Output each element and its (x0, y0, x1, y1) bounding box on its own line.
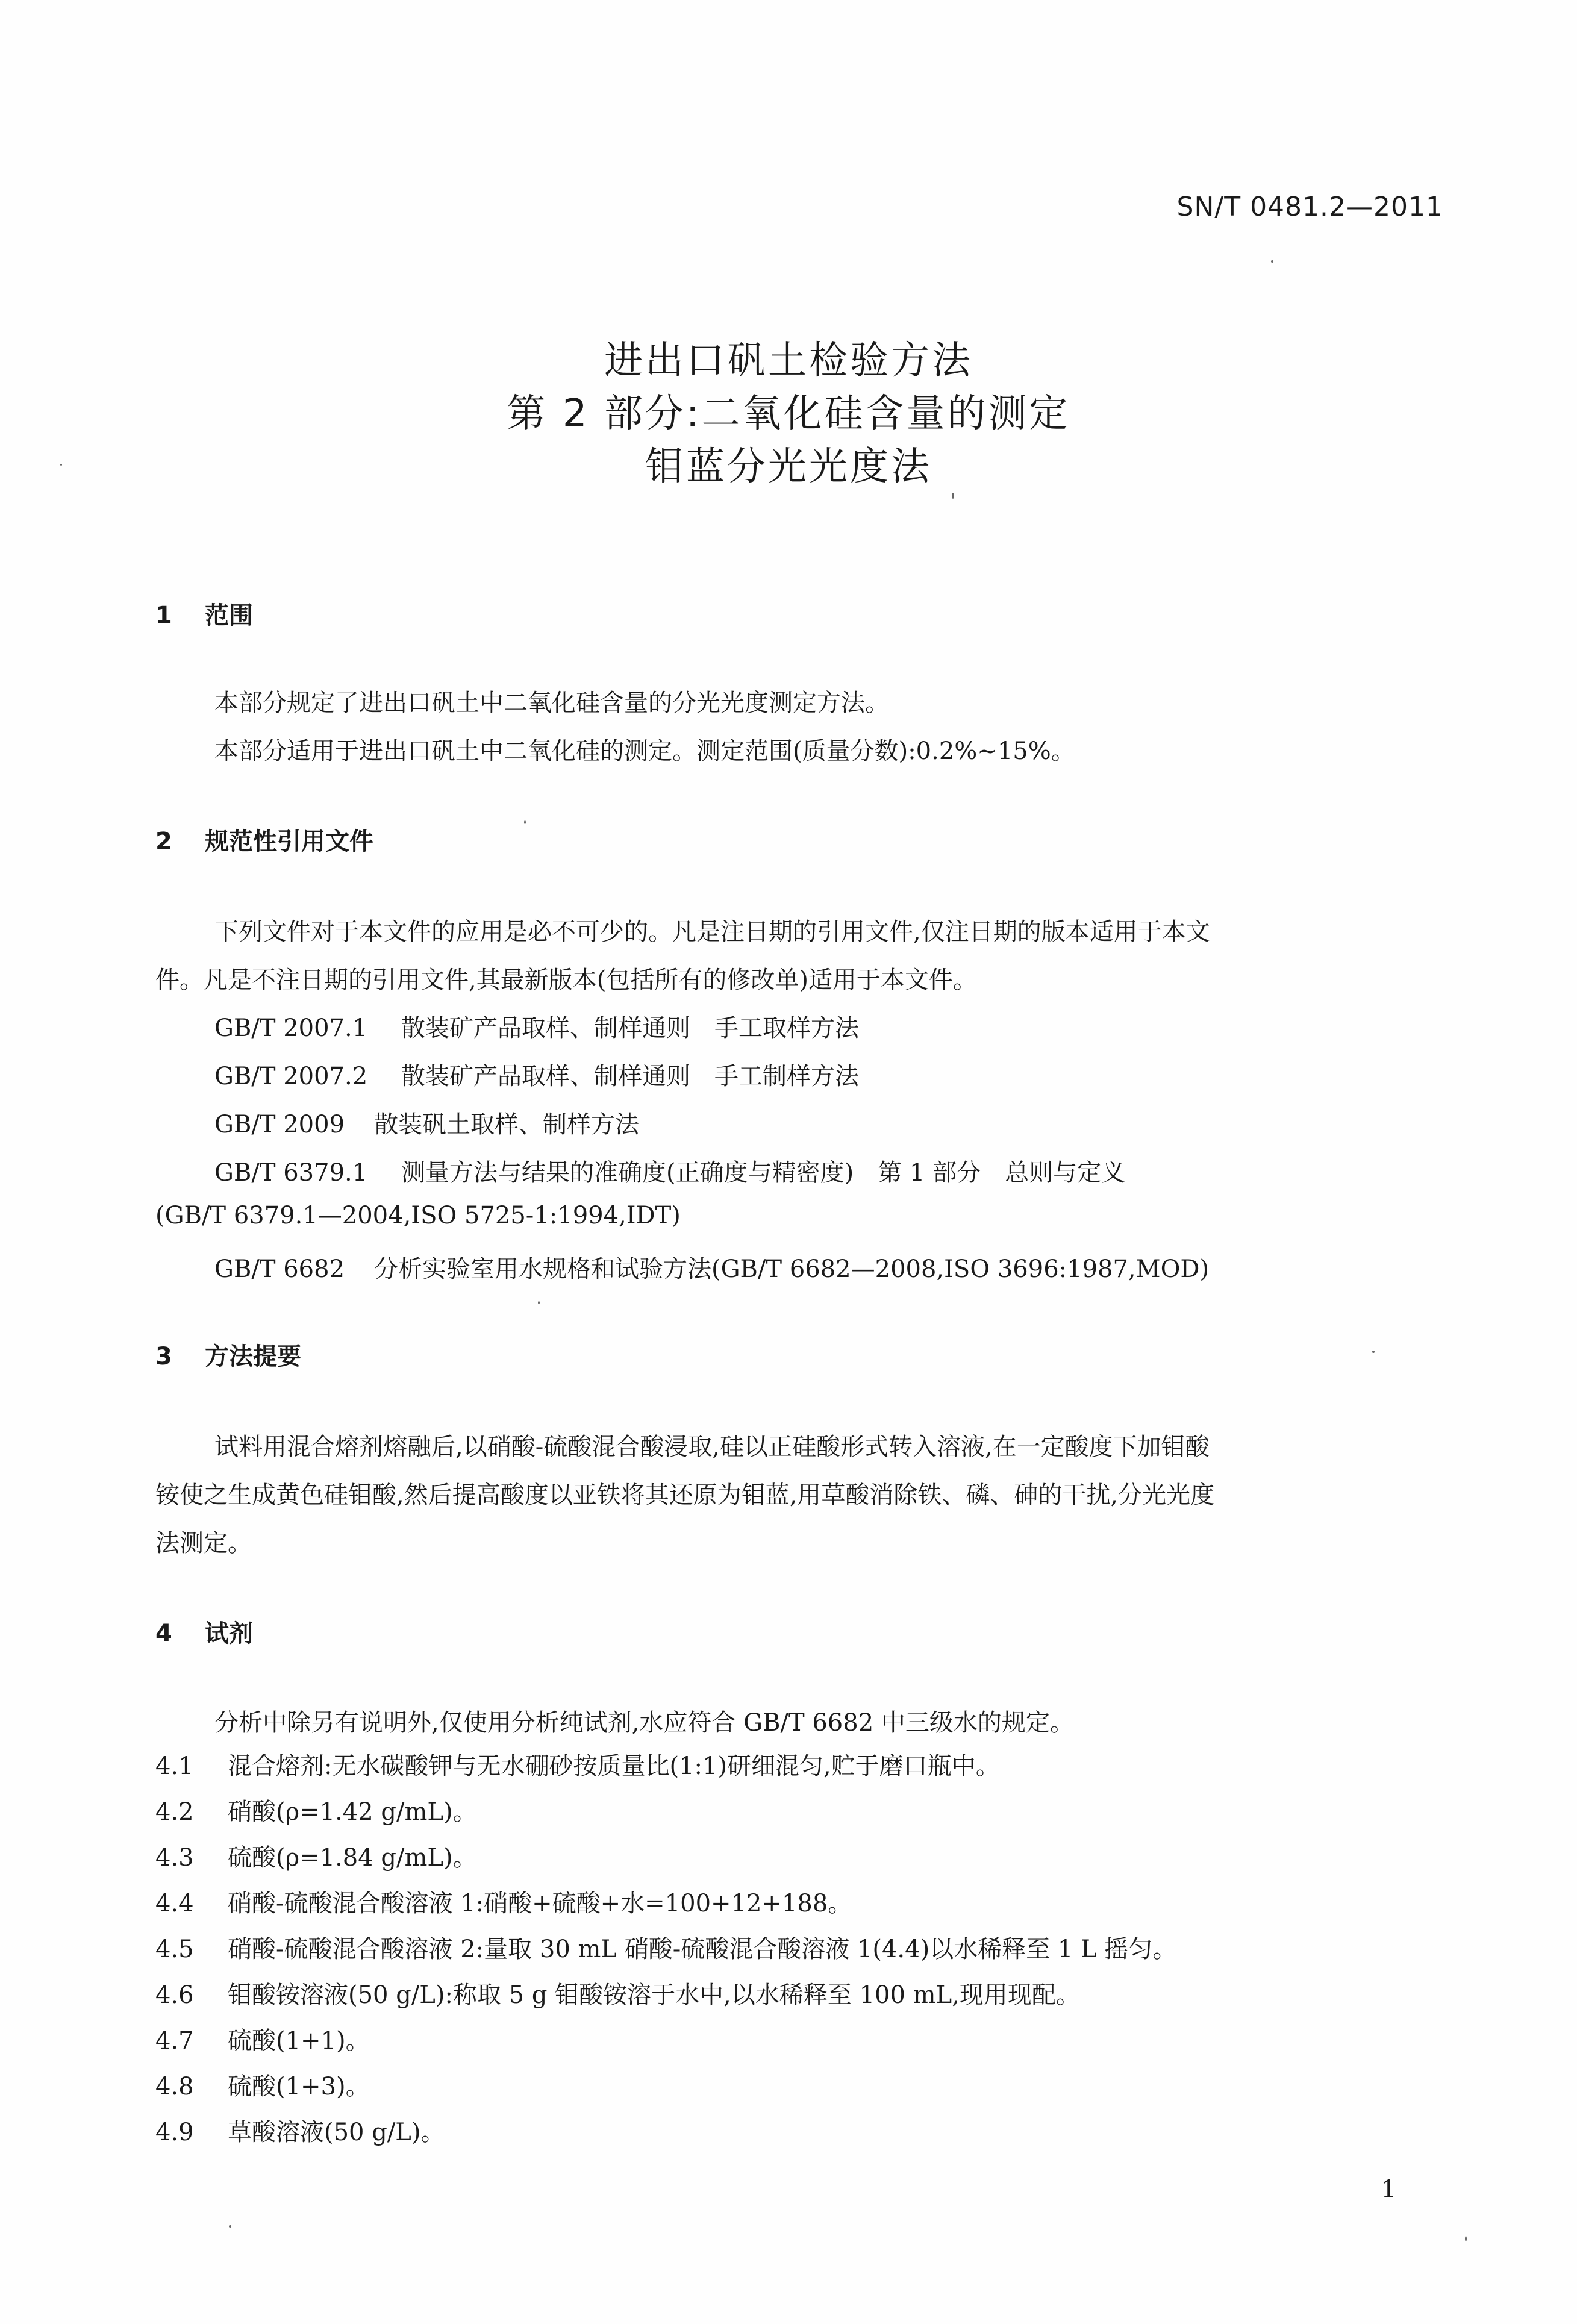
paragraph-line: 法测定。 (155, 1529, 252, 1557)
item-number: 4.8 (155, 2073, 194, 2101)
item-number: 4.1 (155, 1752, 194, 1780)
section-title: 方法提要 (205, 1343, 301, 1370)
reagent-item (155, 1930, 1444, 1964)
reference-code: GB/T 6379.1 (214, 1159, 368, 1187)
reagent-item (155, 2113, 1444, 2148)
section-title: 规范性引用文件 (205, 828, 373, 855)
reference-entry (214, 1009, 1446, 1043)
paragraph-line: 试料用混合熔剂熔融后,以硝酸-硫酸混合酸浸取,硅以正硅酸形式转入溶液,在一定酸度下加钼酸 (214, 1433, 1210, 1461)
section-heading-scope (155, 596, 253, 631)
section-number: 2 (155, 828, 172, 855)
reference-title: 散装矾土取样、制样方法 (374, 1111, 639, 1139)
paragraph-line: 下列文件对于本文件的应用是必不可少的。凡是注日期的引用文件,仅注日期的版本适用于本文 (214, 918, 1210, 946)
paragraph-line: 铵使之生成黄色硅钼酸,然后提高酸度以亚铁将其还原为钼蓝,用草酸消除铁、磷、砷的干扰,分光光度 (155, 1481, 1215, 1509)
item-number: 4.4 (155, 1890, 194, 1917)
standard-number: SN/T 0481.2—2011 (1176, 192, 1443, 222)
reagent-item (155, 2022, 1444, 2056)
item-text: 硫酸(1+1)。 (228, 2027, 370, 2055)
scan-speck (1372, 1351, 1375, 1353)
reagent-item (155, 1793, 1444, 1827)
item-text: 硫酸(1+3)。 (228, 2073, 370, 2101)
reference-entry (214, 1250, 1446, 1284)
reference-title: 散装矿产品取样、制样通则 手工制样方法 (401, 1063, 859, 1090)
item-text: 硝酸-硫酸混合酸溶液 2:量取 30 mL 硝酸-硫酸混合酸溶液 1(4.4)以水稀释至 1 L 摇匀。 (228, 1935, 1177, 1963)
reference-title: 散装矿产品取样、制样通则 手工取样方法 (401, 1014, 859, 1042)
reference-code: GB/T 2007.2 (214, 1063, 368, 1090)
section-heading-method-summary (155, 1337, 301, 1372)
item-text: 硝酸(ρ=1.42 g/mL)。 (228, 1798, 477, 1826)
scan-speck (524, 820, 526, 824)
reference-entry (214, 1154, 1446, 1188)
scan-speck (952, 493, 954, 499)
reagent-item (155, 2067, 1444, 2102)
title-line-1: 进出口矾土检验方法 (604, 339, 973, 383)
reference-continuation: (GB/T 6379.1—2004,ISO 5725-1:1994,IDT) (155, 1202, 681, 1229)
item-text: 硫酸(ρ=1.84 g/mL)。 (228, 1844, 477, 1872)
scan-speck (229, 2225, 231, 2228)
section-number: 4 (155, 1620, 172, 1648)
section-title: 试剂 (205, 1620, 253, 1648)
scan-speck (1465, 2236, 1467, 2241)
item-number: 4.9 (155, 2119, 194, 2146)
reference-entry (214, 1105, 1446, 1140)
reference-title: 分析实验室用水规格和试验方法(GB/T 6682—2008,ISO 3696:1987,MOD) (374, 1255, 1210, 1283)
item-number: 4.7 (155, 2027, 194, 2055)
item-text: 钼酸铵溶液(50 g/L):称取 5 g 钼酸铵溶于水中,以水稀释至 100 mL,现用现配。 (228, 1981, 1080, 2009)
scan-speck (60, 464, 62, 466)
item-text: 硝酸-硫酸混合酸溶液 1:硝酸+硫酸+水=100+12+188。 (228, 1890, 852, 1917)
paragraph-line: 件。凡是不注日期的引用文件,其最新版本(包括所有的修改单)适用于本文件。 (155, 966, 977, 994)
paragraph: 本部分规定了进出口矾土中二氧化硅含量的分光光度测定方法。 (214, 689, 889, 717)
section-number: 1 (155, 602, 172, 629)
title-line-2: 第 2 部分:二氧化硅含量的测定 (507, 392, 1070, 436)
scan-speck (538, 1301, 540, 1304)
section-heading-normative-references (155, 822, 373, 857)
item-text: 草酸溶液(50 g/L)。 (228, 2119, 445, 2146)
section-number: 3 (155, 1343, 172, 1370)
scan-speck (1271, 260, 1273, 263)
reagent-item (155, 1838, 1444, 1873)
reagent-item (155, 1884, 1444, 1919)
section-title: 范围 (205, 602, 253, 629)
item-number: 4.2 (155, 1798, 194, 1826)
paragraph: 分析中除另有说明外,仅使用分析纯试剂,水应符合 GB/T 6682 中三级水的规定。 (214, 1709, 1074, 1737)
item-text: 混合熔剂:无水碳酸钾与无水硼砂按质量比(1:1)研细混匀,贮于磨口瓶中。 (228, 1752, 1000, 1780)
paragraph: 本部分适用于进出口矾土中二氧化硅的测定。测定范围(质量分数):0.2%~15%。 (214, 737, 1075, 765)
reference-code: GB/T 2007.1 (214, 1014, 368, 1042)
reference-title: 测量方法与结果的准确度(正确度与精密度) 第 1 部分 总则与定义 (401, 1159, 1126, 1187)
item-number: 4.6 (155, 1981, 194, 2009)
reagent-item (155, 1747, 1444, 1781)
reference-code: GB/T 6682 (214, 1255, 345, 1283)
item-number: 4.5 (155, 1935, 194, 1963)
document-title (0, 334, 1577, 493)
title-line-3: 钼蓝分光光度法 (645, 445, 932, 489)
reagent-item (155, 1976, 1444, 2010)
item-number: 4.3 (155, 1844, 194, 1872)
reference-code: GB/T 2009 (214, 1111, 345, 1139)
page-number: 1 (1381, 2176, 1396, 2204)
section-heading-reagents (155, 1614, 253, 1649)
reference-entry (214, 1057, 1446, 1092)
